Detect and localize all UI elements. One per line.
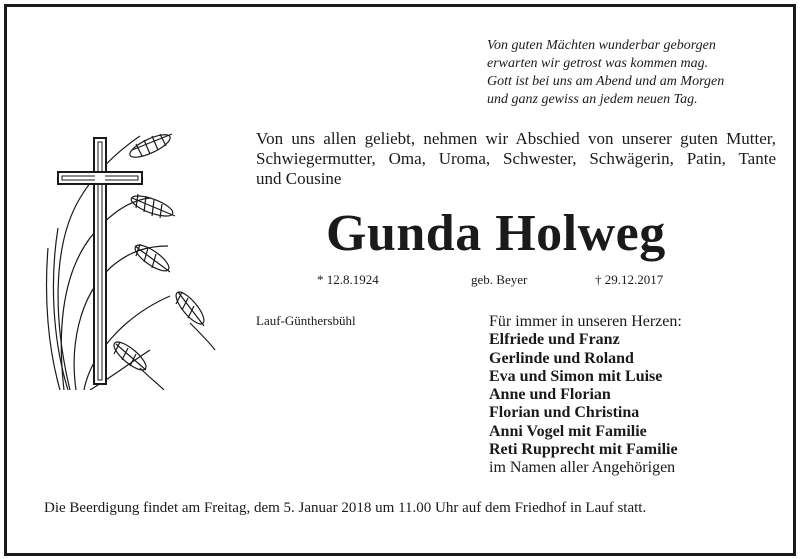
mourner-name: Gerlinde und Roland [489, 349, 634, 367]
mourners-heading: Für immer in unseren Herzen: [489, 313, 682, 330]
mourner-name: Anni Vogel mit Familie [489, 422, 647, 440]
mourner-name: Reti Rupprecht mit Familie [489, 441, 678, 459]
poem [487, 37, 787, 109]
maiden-name: geb. Beyer [471, 272, 528, 287]
death-date: † 29.12.2017 [595, 272, 664, 287]
birth-date: * 12.8.1924 [317, 272, 379, 287]
intro-line: und Cousine [256, 169, 342, 188]
poem-line: erwarten wir getrost was kommen mag. [487, 56, 709, 71]
poem-line: Gott ist bei uns am Abend und am Morgen [487, 74, 725, 89]
mourners-list [489, 313, 682, 478]
mourner-name: Elfriede und Franz [489, 331, 620, 349]
poem-line: und ganz gewiss an jedem neuen Tag. [487, 92, 698, 107]
intro-line: Schwiegermutter, Oma, Uroma, Schwester, Schwägerin, Patin, Tante [256, 149, 776, 168]
mourner-name: Florian und Christina [489, 404, 640, 422]
intro-text [256, 129, 776, 189]
mourner-name: Anne und Florian [489, 386, 611, 404]
place-of-residence: Lauf-Günthersbühl [256, 313, 356, 328]
mourner-name: Eva und Simon mit Luise [489, 367, 663, 385]
cross-and-wheat-illustration [40, 128, 220, 390]
deceased-name: Gunda Holweg [326, 205, 666, 262]
mourners-closing: im Namen aller Angehörigen [489, 459, 676, 477]
funeral-notice: Die Beerdigung findet am Freitag, dem 5. Januar 2018 um 11.00 Uhr auf dem Friedhof in Lauf statt. [44, 500, 647, 516]
wheat-ears-icon [40, 128, 220, 390]
poem-line: Von guten Mächten wunderbar geborgen [487, 38, 716, 53]
intro-line: Von uns allen geliebt, nehmen wir Abschied von unserer guten Mutter, [256, 129, 776, 148]
